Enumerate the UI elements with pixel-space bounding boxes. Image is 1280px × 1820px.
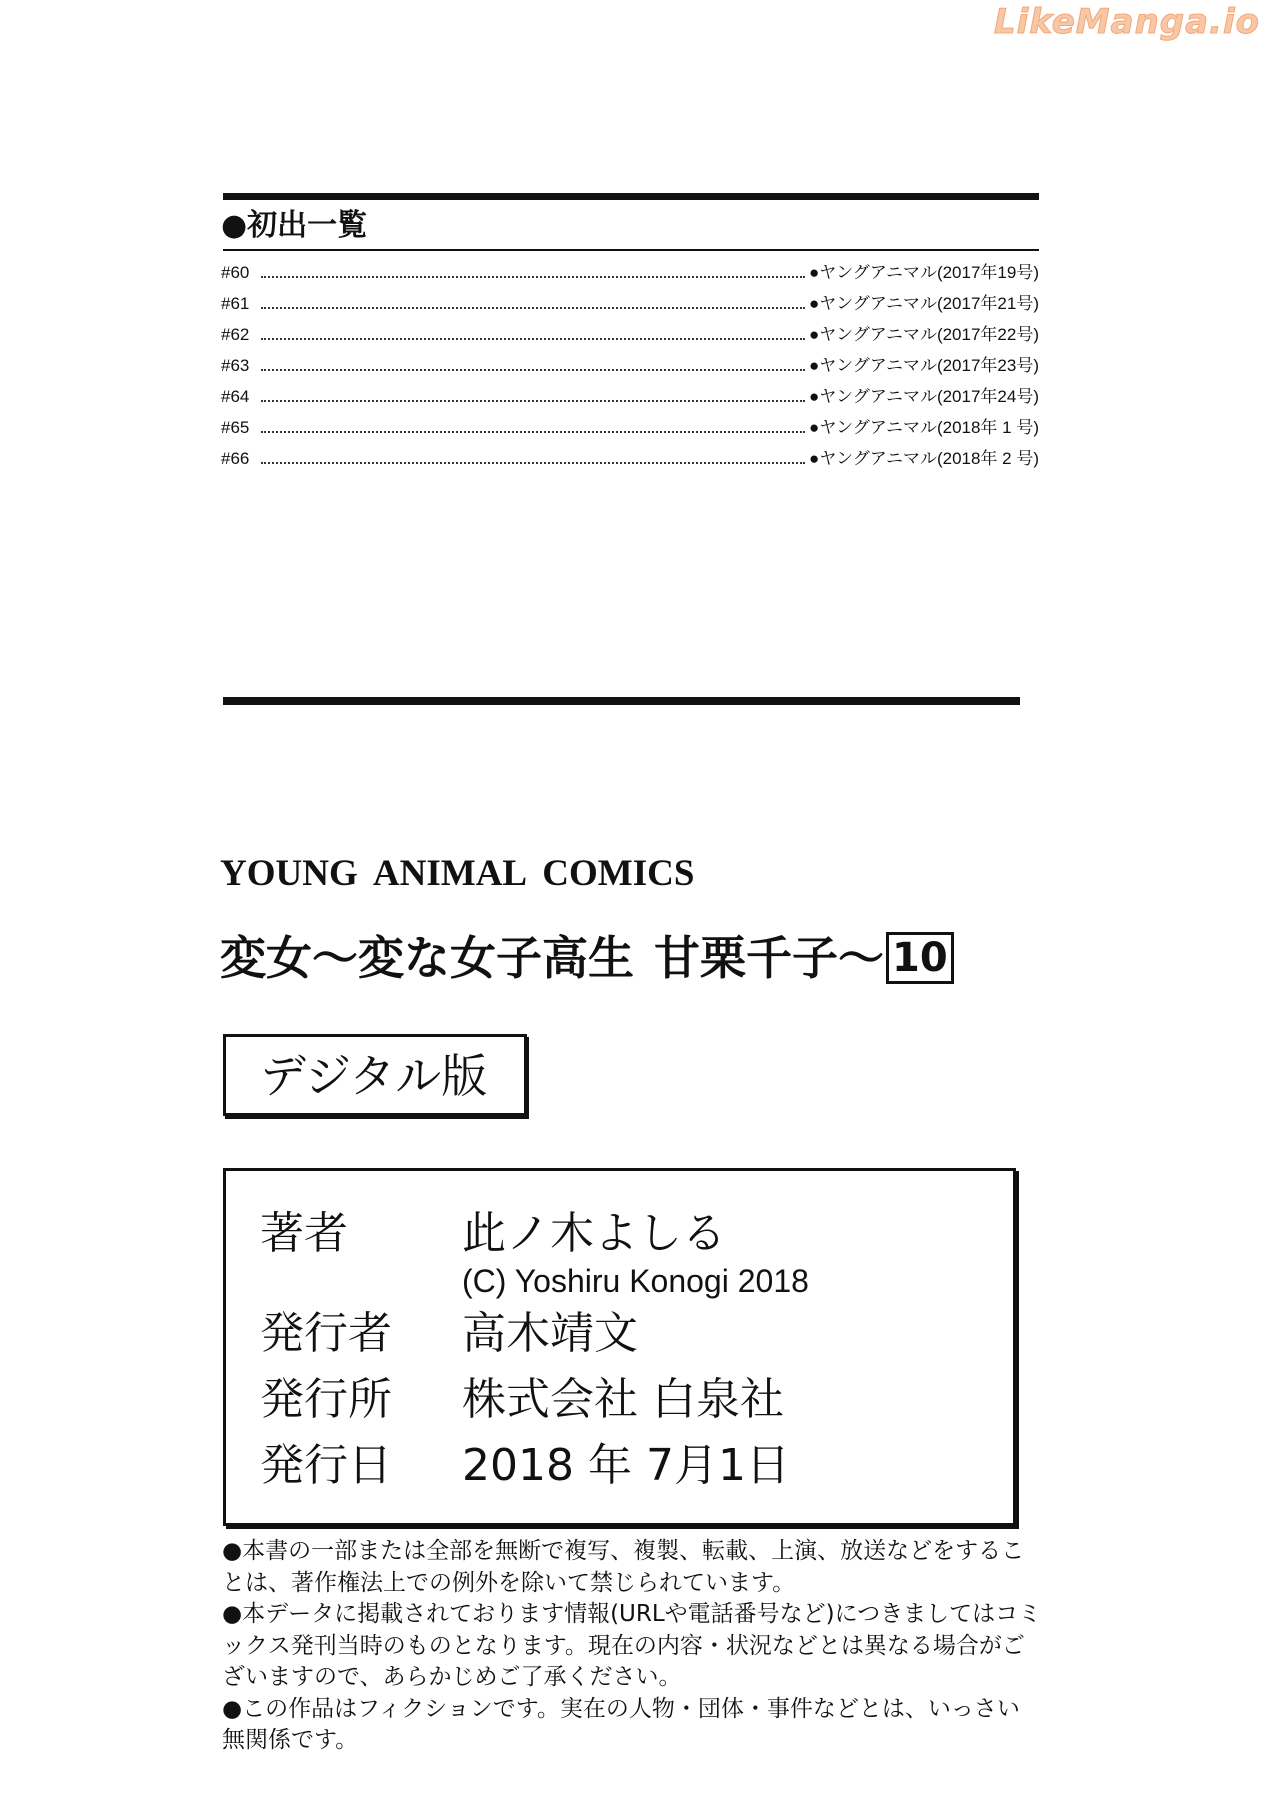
dot-leader xyxy=(261,400,805,402)
dot-leader xyxy=(261,462,805,464)
episode-number: #64 xyxy=(221,387,250,406)
date-label: 発行日 xyxy=(260,1440,392,1491)
volume-number: 10 xyxy=(886,932,954,984)
list-item xyxy=(221,289,1039,320)
source-magazine: ●ヤングアニマル(2017年22号) xyxy=(809,325,1039,344)
dot-leader xyxy=(261,338,805,340)
episode-number: #60 xyxy=(221,263,250,282)
dot-leader xyxy=(261,276,805,278)
middle-thick-rule xyxy=(223,697,1020,705)
publisher-row xyxy=(260,1373,784,1427)
source-magazine: ●ヤングアニマル(2018年 1 号) xyxy=(809,418,1039,437)
book-title xyxy=(220,928,954,988)
copyright-line: (C) Yoshiru Konogi 2018 xyxy=(462,1263,809,1299)
book-title-sub: 甘栗千子〜 xyxy=(654,931,884,985)
author-value: 此ノ木よしる xyxy=(462,1208,726,1259)
episode-number: #66 xyxy=(221,449,250,468)
note-fiction: ●この作品はフィクションです。実在の人物・団体・事件などとは、いっさい無関係です。 xyxy=(222,1695,1020,1753)
list-item xyxy=(221,320,1039,351)
episode-number: #61 xyxy=(221,294,250,313)
dot-leader xyxy=(261,307,805,309)
source-magazine: ●ヤングアニマル(2017年24号) xyxy=(809,387,1039,406)
episode-number: #62 xyxy=(221,325,250,344)
first-appearance-list xyxy=(221,258,1039,475)
episode-number: #65 xyxy=(221,418,250,437)
list-item xyxy=(221,351,1039,382)
publisher-person-value: 高木靖文 xyxy=(462,1308,638,1359)
dot-leader xyxy=(261,431,805,433)
publisher-value: 株式会社 白泉社 xyxy=(462,1374,784,1425)
list-item xyxy=(221,444,1039,475)
author-row xyxy=(260,1207,726,1261)
book-title-main: 変女〜変な女子高生 xyxy=(220,931,634,985)
note-copyright: ●本書の一部または全部を無断で複写、複製、転載、上演、放送などをすることは、著作権法上での例外を除いて禁じられています。 xyxy=(222,1538,1025,1596)
source-magazine: ●ヤングアニマル(2018年 2 号) xyxy=(809,449,1039,468)
date-row xyxy=(260,1439,790,1493)
list-item xyxy=(221,258,1039,289)
publisher-person-row xyxy=(260,1307,638,1361)
site-watermark-logo: LikeManga.io xyxy=(994,2,1260,42)
list-item xyxy=(221,382,1039,413)
first-appearance-title: ●初出一覧 xyxy=(221,208,368,243)
publisher-person-label: 発行者 xyxy=(260,1308,392,1359)
episode-number: #63 xyxy=(221,356,250,375)
toc-divider xyxy=(223,249,1039,251)
top-thick-rule xyxy=(223,193,1039,200)
source-magazine: ●ヤングアニマル(2017年21号) xyxy=(809,294,1039,313)
source-magazine: ●ヤングアニマル(2017年23号) xyxy=(809,356,1039,375)
source-magazine: ●ヤングアニマル(2017年19号) xyxy=(809,263,1039,282)
author-label: 著者 xyxy=(260,1208,348,1259)
legal-notes xyxy=(222,1536,1042,1757)
dot-leader xyxy=(261,369,805,371)
note-data-info: ●本データに掲載されております情報(URLや電話番号など)につきましてはコミックス発刊当時のものとなります。現在の内容・状況などとは異なる場合がございますので、あらかじめご了承ください。 xyxy=(222,1601,1042,1690)
series-label: YOUNG ANIMAL COMICS xyxy=(220,853,695,894)
edition-badge: デジタル版 xyxy=(223,1034,527,1116)
list-item xyxy=(221,413,1039,444)
colophon-box xyxy=(223,1168,1016,1526)
date-value: 2018 年 7月1日 xyxy=(462,1440,790,1491)
publisher-label: 発行所 xyxy=(260,1374,392,1425)
